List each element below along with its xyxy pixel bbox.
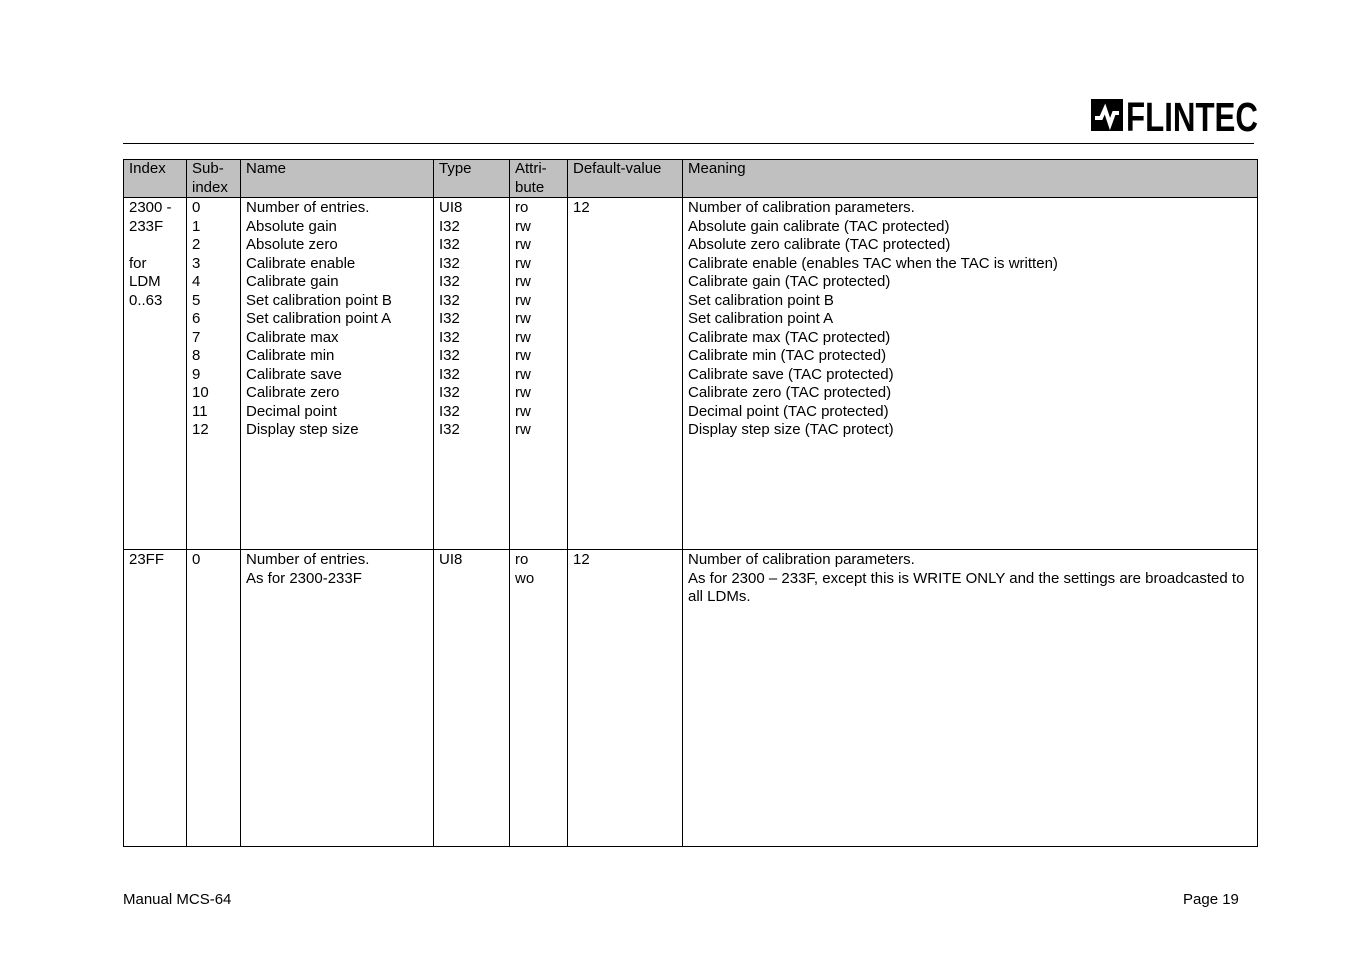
cell-line: 9 (192, 365, 201, 383)
cell-line: 3 (192, 254, 201, 272)
cell-line: rw (515, 254, 531, 272)
cell-line: Calibrate enable (246, 254, 356, 272)
cell-line: rw (515, 310, 531, 327)
name-cell (241, 550, 434, 847)
cell-line: I32 (439, 328, 460, 346)
cell-line: Number of calibration parameters. (688, 551, 915, 568)
cell-line: 1 (192, 217, 201, 235)
cell-line: I32 (439, 402, 460, 420)
cell-line: Decimal point (TAC protected) (688, 402, 889, 420)
cell-line: 0 (192, 551, 201, 568)
cell-line: Decimal point (246, 402, 337, 420)
cell-line: Number of entries. (246, 199, 370, 216)
col-header: Default-value (568, 160, 683, 198)
cell-line: Set calibration point B (688, 291, 834, 309)
cell-line: ro (515, 551, 529, 568)
cell-line: 0..63 (129, 291, 163, 309)
cell-line: 23FF (129, 551, 165, 568)
cell-line: rw (515, 217, 531, 235)
cell-line: wo (515, 569, 535, 587)
cell-line: for (129, 254, 147, 272)
cell-line: UI8 (439, 551, 463, 568)
flintec-logo (1091, 94, 1259, 140)
cell-line: 6 (192, 310, 201, 327)
cell-line: 12 (573, 551, 590, 568)
cell-line: Calibrate save (TAC protected) (688, 365, 894, 383)
cell-line: 5 (192, 291, 201, 309)
cell-line: 4 (192, 273, 201, 290)
type-cell (434, 550, 510, 847)
cell-line: 12 (192, 421, 209, 438)
logo-text: FLINTEC (1126, 94, 1258, 140)
cell-line: Calibrate gain (TAC protected) (688, 273, 891, 290)
cell-line: Calibrate min (TAC protected) (688, 347, 887, 364)
footer-page-number: Page 19 (1183, 891, 1239, 908)
cell-line: 233F (129, 217, 164, 235)
cell-line: 11 (192, 402, 208, 420)
subindex-cell (187, 550, 241, 847)
cell-line: Set calibration point B (246, 291, 392, 309)
cell-line: Calibrate save (246, 365, 342, 383)
cell-line: 7 (192, 328, 201, 346)
cell-line (129, 236, 182, 255)
cell-line: Set calibration point A (246, 310, 392, 327)
cell-line: rw (515, 236, 531, 253)
cell-line: Display step size (TAC protect) (688, 421, 894, 438)
type-cell (434, 198, 510, 550)
default-cell (568, 550, 683, 847)
col-header: Attri- bute (510, 160, 568, 198)
cell-line: Absolute gain (246, 217, 337, 235)
meaning-cell (683, 550, 1258, 847)
cell-line: rw (515, 402, 531, 420)
cell-line: rw (515, 421, 531, 438)
cell-line: Calibrate max (TAC protected) (688, 328, 891, 346)
cell-line: 2300 - (129, 199, 172, 216)
cell-line: I32 (439, 365, 460, 383)
footer-manual-title: Manual MCS-64 (123, 891, 232, 908)
table-header-row (124, 160, 1258, 198)
cell-line: I32 (439, 254, 460, 272)
cell-line: I32 (439, 236, 460, 253)
subindex-cell (187, 198, 241, 550)
cell-line: Absolute zero (246, 236, 338, 253)
cell-line: Number of entries. (246, 551, 370, 568)
cell-line: rw (515, 365, 531, 383)
cell-line: I32 (439, 384, 460, 401)
cell-line: rw (515, 384, 531, 401)
object-dictionary-table (123, 159, 1258, 847)
name-cell (241, 198, 434, 550)
index-cell (124, 550, 187, 847)
cell-line: Calibrate gain (246, 273, 339, 290)
cell-line: rw (515, 328, 531, 346)
index-cell (124, 198, 187, 550)
attribute-cell (510, 550, 568, 847)
cell-line: As for 2300-233F (246, 569, 362, 587)
cell-line: Absolute zero calibrate (TAC protected) (688, 236, 951, 253)
cell-line: 0 (192, 199, 201, 216)
cell-line: Calibrate max (246, 328, 339, 346)
col-header: Name (241, 160, 434, 198)
cell-line: 8 (192, 347, 201, 364)
cell-line: As for 2300 – 233F, except this is WRITE ONLY and the settings are broadcasted to all LDMs. (688, 569, 1245, 605)
cell-line: 2 (192, 236, 201, 253)
cell-line: Calibrate min (246, 347, 335, 364)
cell-line: Absolute gain calibrate (TAC protected) (688, 217, 950, 235)
cell-line: Display step size (246, 421, 359, 438)
cell-line: 12 (573, 199, 590, 216)
cell-line: Calibrate zero (246, 384, 340, 401)
col-header: Type (434, 160, 510, 198)
cell-line: UI8 (439, 199, 463, 216)
cell-line: ro (515, 199, 529, 216)
cell-line: Number of calibration parameters. (688, 199, 915, 216)
default-cell (568, 198, 683, 550)
cell-line: rw (515, 273, 531, 290)
attribute-cell (510, 198, 568, 550)
cell-line: rw (515, 347, 531, 364)
header-rule (123, 143, 1254, 144)
cell-line: I32 (439, 217, 460, 235)
cell-line: Calibrate zero (TAC protected) (688, 384, 892, 401)
cell-line: I32 (439, 310, 460, 327)
cell-line: I32 (439, 273, 460, 290)
cell-line: Calibrate enable (enables TAC when the TAC is written) (688, 254, 1058, 272)
cell-line: I32 (439, 421, 460, 438)
col-header: Meaning (683, 160, 1258, 198)
cell-line: 10 (192, 384, 209, 401)
cell-line: I32 (439, 347, 460, 364)
cell-line: Set calibration point A (688, 310, 834, 327)
col-header: Index (124, 160, 187, 198)
cell-line: rw (515, 291, 531, 309)
cell-line: LDM (129, 273, 161, 290)
table-row (124, 198, 1258, 550)
cell-line: I32 (439, 291, 460, 309)
table-row (124, 550, 1258, 847)
col-header: Sub- index (187, 160, 241, 198)
meaning-cell (683, 198, 1258, 550)
